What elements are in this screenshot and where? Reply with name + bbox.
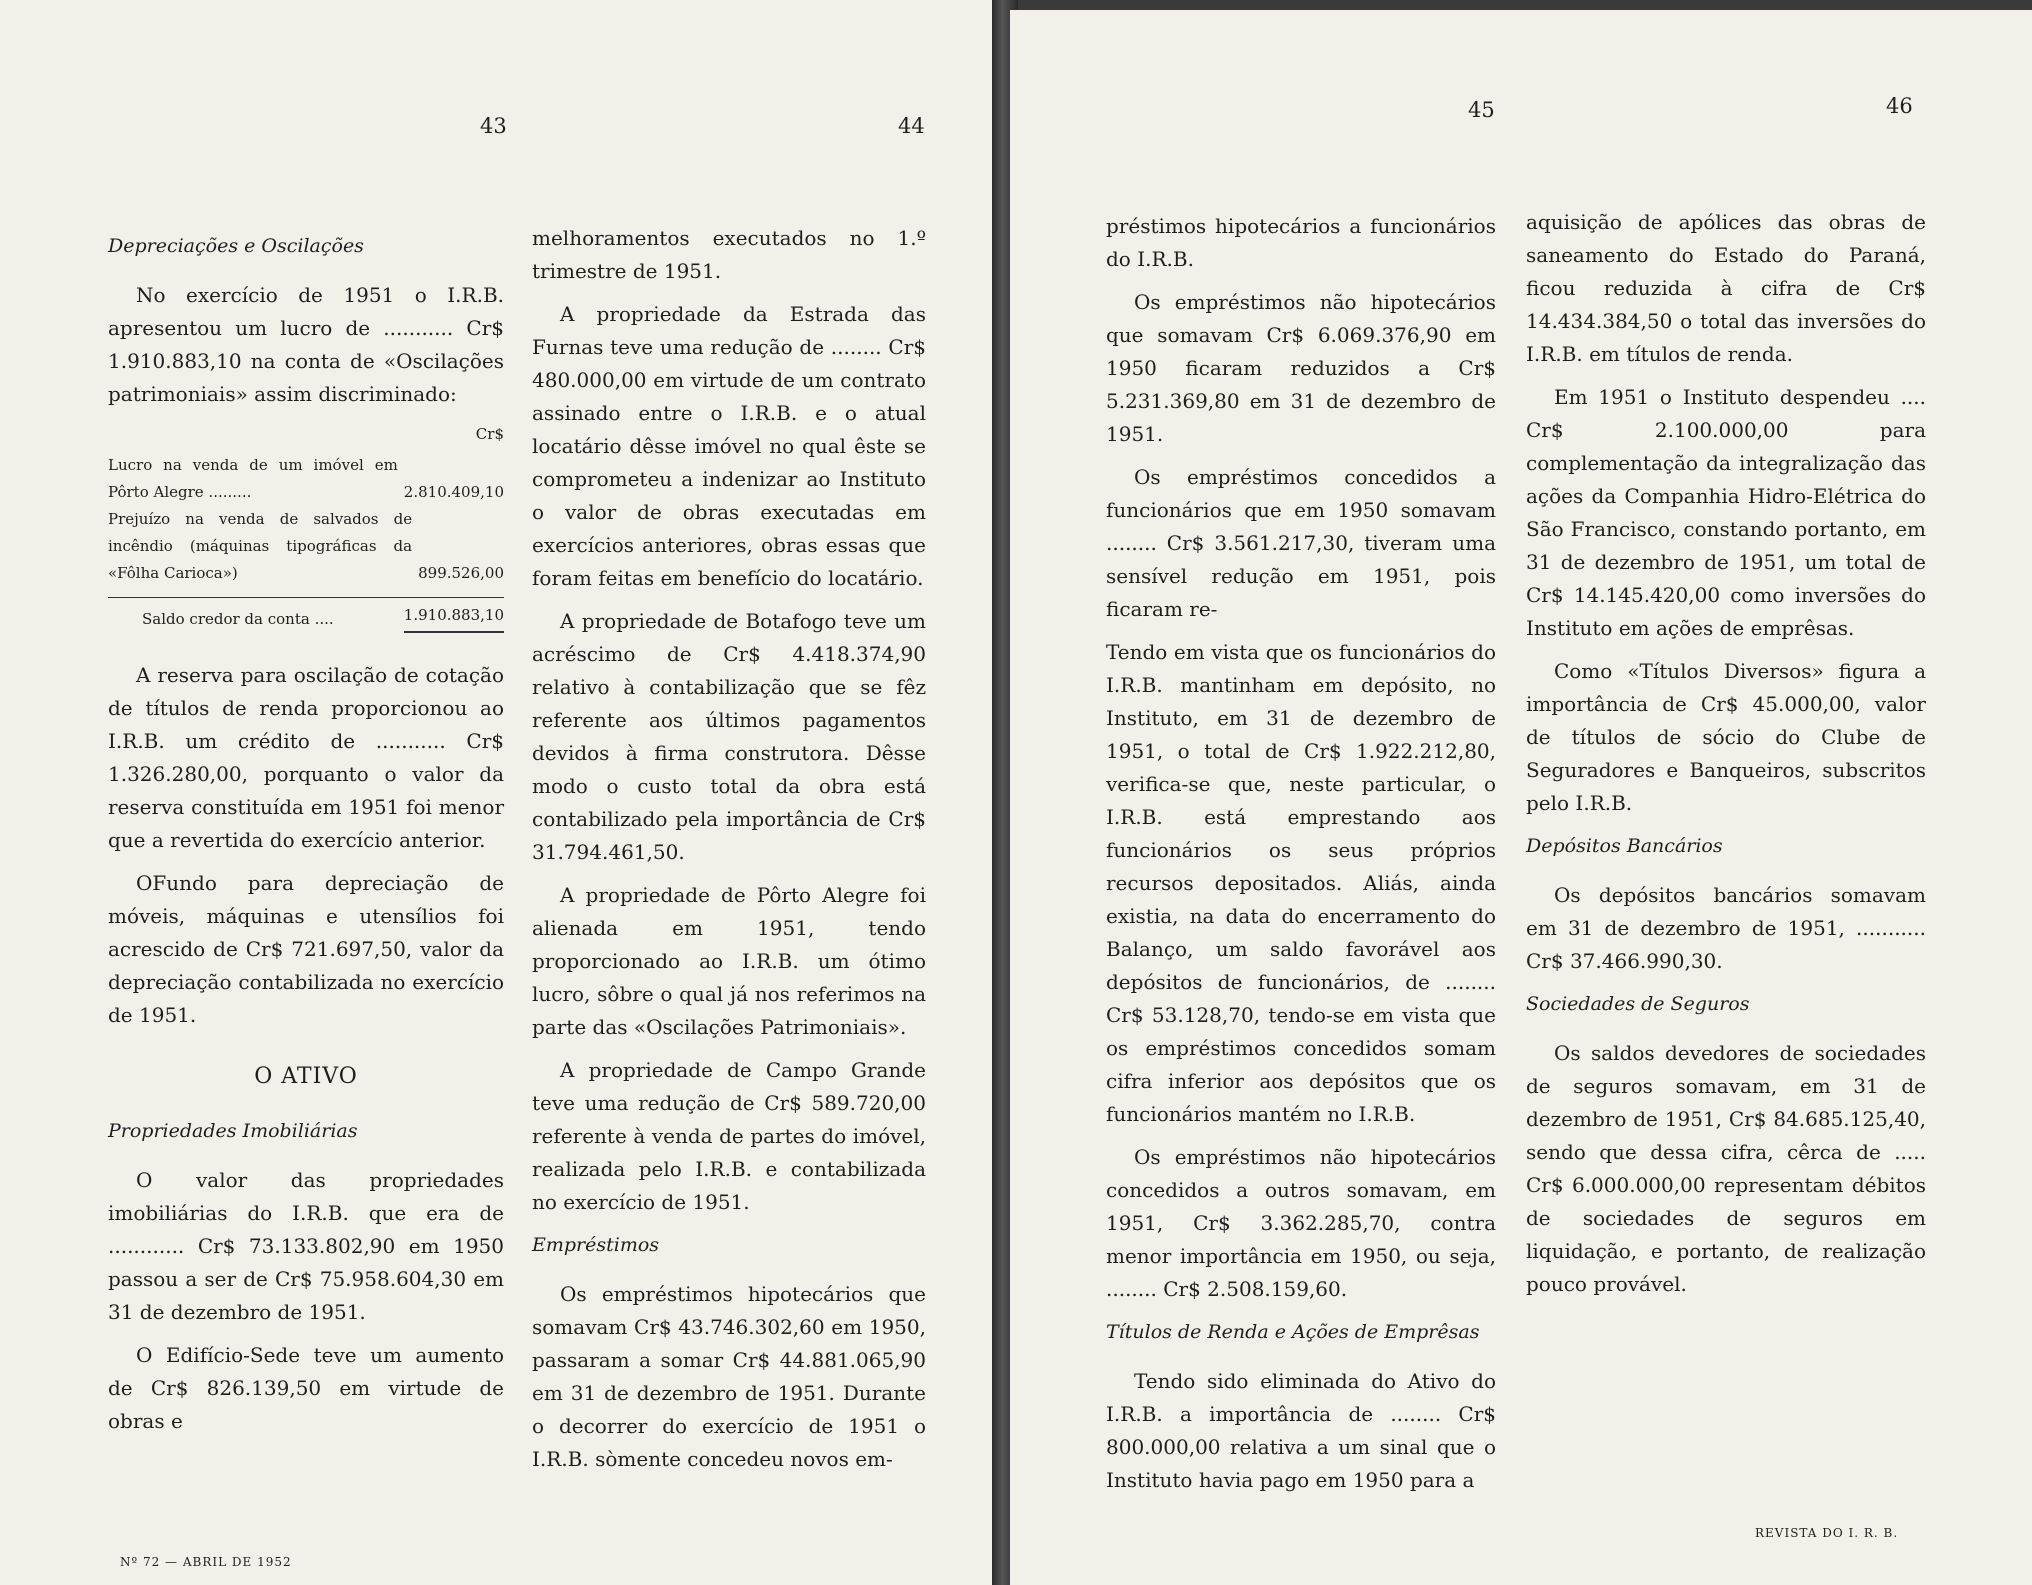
table-total-row <box>108 597 504 633</box>
total-value: 1.910.883,10 <box>404 602 504 633</box>
row-label: Lucro na venda de um imóvel em Pôrto Alegre ......... <box>108 456 398 501</box>
paragraph: Tendo em vista que os funcionários do I.R.B. mantinham em depósito, no Instituto, em 31 de dezembro de 1951, o total de Cr$ 1.922.212,80, verifica-se que, neste particular, o I.R.B. está emprestando aos funcionários os seus próprios recursos depositados. Aliás, ainda existia, na data do encerramento do Balanço, um saldo favorável aos depósitos de funcionários, de ........ Cr$ 53.128,70, tendo-se em vista que os empréstimos concedidos somam cifra inferior aos depósitos que os funcionários mantém no I.R.B. <box>1106 640 1496 1126</box>
paragraph: Tendo sido eliminada do Ativo do I.R.B. a importância de ........ Cr$ 800.000,00 relativa a um sinal que o Instituto havia pago em 1950 para a <box>1106 1369 1496 1492</box>
paragraph: Os empréstimos concedidos a funcionários que em 1950 somavam ........ Cr$ 3.561.217,30, tiveram uma sensível redução em 1951, pois ficaram re- <box>1106 465 1496 621</box>
page-number-45: 45 <box>1468 98 1495 122</box>
paragraph: préstimos hipotecários a funcionários do I.R.B. <box>1106 214 1496 271</box>
table-row <box>108 506 504 587</box>
section-title-ativo: O ATIVO <box>254 1064 358 1089</box>
paragraph: aquisição de apólices das obras de saneamento do Estado do Paraná, ficou reduzida à cifra de Cr$ 14.434.384,50 o total das inversões do I.R.B. em títulos de renda. <box>1526 210 1926 366</box>
paragraph: A reserva para oscilação de cotação de títulos de renda proporcionou ao I.R.B. um crédito de ........... Cr$ 1.326.280,00, porquanto o valor da reserva constituída em 1951 foi menor que a revertida do exercício anterior. <box>108 663 504 852</box>
column-page-44 <box>532 222 926 1486</box>
paragraph: No exercício de 1951 o I.R.B. apresentou um lucro de ........... Cr$ 1.910.883,10 na conta de «Oscilações patrimoniais» assim discriminado: <box>108 283 504 406</box>
paragraph: Em 1951 o Instituto despendeu .... Cr$ 2.100.000,00 para complementação da integralização das ações da Companhia Hidro-Elétrica do São Francisco, constando portanto, em 31 de dezembro de 1951, um total de Cr$ 14.145.420,00 como inversões do Instituto em ações de emprêsas. <box>1526 385 1926 640</box>
paragraph: A propriedade de Botafogo teve um acréscimo de Cr$ 4.418.374,90 relativo à contabilização que se fêz referente aos últimos pagamentos devidos à firma construtora. Dêsse modo o custo total da obra está contabilizado pela importância de Cr$ 31.794.461,50. <box>532 609 926 864</box>
paragraph: A propriedade de Campo Grande teve uma redução de Cr$ 589.720,00 referente à venda de partes do imóvel, realizada pelo I.R.B. e contabilizada no exercício de 1951. <box>532 1058 926 1214</box>
paragraph: O Edifício-Sede teve um aumento de Cr$ 826.139,50 em virtude de obras e <box>108 1343 504 1433</box>
paragraph: A propriedade de Pôrto Alegre foi alienada em 1951, tendo proporcionado ao I.R.B. um ótimo lucro, sôbre o qual já nos referimos na parte das «Oscilações Patrimoniais». <box>532 883 926 1039</box>
row-value: 2.810.409,10 <box>403 483 504 501</box>
row-value: 899.526,00 <box>418 564 504 582</box>
paragraph: Os empréstimos hipotecários que somavam Cr$ 43.746.302,60 em 1950, passaram a somar Cr$ 44.881.065,90 em 31 de dezembro de 1951. Durante o decorrer do exercício de 1951 o I.R.B. sòmente concedeu novos em- <box>532 1282 926 1471</box>
footer-journal: REVISTA DO I. R. B. <box>1755 1526 1899 1540</box>
paragraph: melhoramentos executados no 1.º trimestre de 1951. <box>532 226 926 283</box>
page-number-46: 46 <box>1886 94 1913 118</box>
page-number-44: 44 <box>898 114 925 138</box>
column-page-46 <box>1526 206 1926 1311</box>
table-row <box>108 452 504 506</box>
page-number-43: 43 <box>480 114 507 138</box>
row-label: Prejuízo na venda de salvados de incêndio (máquinas tipográficas da «Fôlha Carioca») <box>108 510 413 582</box>
footer-issue: Nº 72 — ABRIL DE 1952 <box>120 1555 292 1569</box>
paragraph: O valor das propriedades imobiliárias do I.R.B. que era de ............ Cr$ 73.133.802,90 em 1950 passou a ser de Cr$ 75.958.604,30 em 31 de dezembro de 1951. <box>108 1168 504 1324</box>
column-page-43 <box>108 222 504 1448</box>
heading-titulos-de-renda: Títulos de Renda e Ações de Emprêsas <box>1106 1321 1480 1343</box>
heading-depreciacoes: Depreciações e Oscilações <box>108 235 364 257</box>
paragraph: Os saldos devedores de sociedades de seguros somavam, em 31 de dezembro de 1951, Cr$ 84.685.125,40, sendo que dessa cifra, cêrca de ..... Cr$ 6.000.000,00 representam débitos de sociedades de seguros em liquidação, e portanto, de realização pouco provável. <box>1526 1041 1926 1296</box>
oscillation-table <box>108 421 504 633</box>
paragraph: OFundo para depreciação de móveis, máquinas e utensílios foi acrescido de Cr$ 721.697,50, valor da depreciação contabilizada no exercício de 1951. <box>108 871 504 1027</box>
column-page-45 <box>1106 210 1496 1507</box>
paragraph: Como «Títulos Diversos» figura a importância de Cr$ 45.000,00, valor de títulos de sócio do Clube de Seguradores e Banqueiros, subscritos pelo I.R.B. <box>1526 659 1926 815</box>
heading-sociedades-de-seguros: Sociedades de Seguros <box>1526 993 1750 1015</box>
heading-depositos-bancarios: Depósitos Bancários <box>1526 835 1723 857</box>
currency-header: Cr$ <box>475 425 504 443</box>
left-page-spread <box>0 0 1000 1585</box>
paragraph: Os empréstimos não hipotecários concedidos a outros somavam, em 1951, Cr$ 3.362.285,70, contra menor importância em 1950, ou seja, ........ Cr$ 2.508.159,60. <box>1106 1145 1496 1301</box>
heading-emprestimos: Empréstimos <box>532 1234 660 1256</box>
paragraph: Os empréstimos não hipotecários que somavam Cr$ 6.069.376,90 em 1950 ficaram reduzidos a Cr$ 5.231.369,80 em 31 de dezembro de 1951. <box>1106 290 1496 446</box>
paragraph: A propriedade da Estrada das Furnas teve uma redução de ........ Cr$ 480.000,00 em virtude de um contrato assinado entre o I.R.B. e o atual locatário dêsse imóvel no qual êste se comprometeu a indenizar ao Instituto o valor de obras executadas em exercícios anteriores, obras essas que foram feitas em benefício do locatário. <box>532 302 926 590</box>
total-label: Saldo credor da conta .... <box>142 610 334 628</box>
heading-propriedades: Propriedades Imobiliárias <box>108 1120 358 1142</box>
right-page-spread <box>1010 10 2032 1585</box>
paragraph: Os depósitos bancários somavam em 31 de dezembro de 1951, ........... Cr$ 37.466.990,30. <box>1526 883 1926 973</box>
